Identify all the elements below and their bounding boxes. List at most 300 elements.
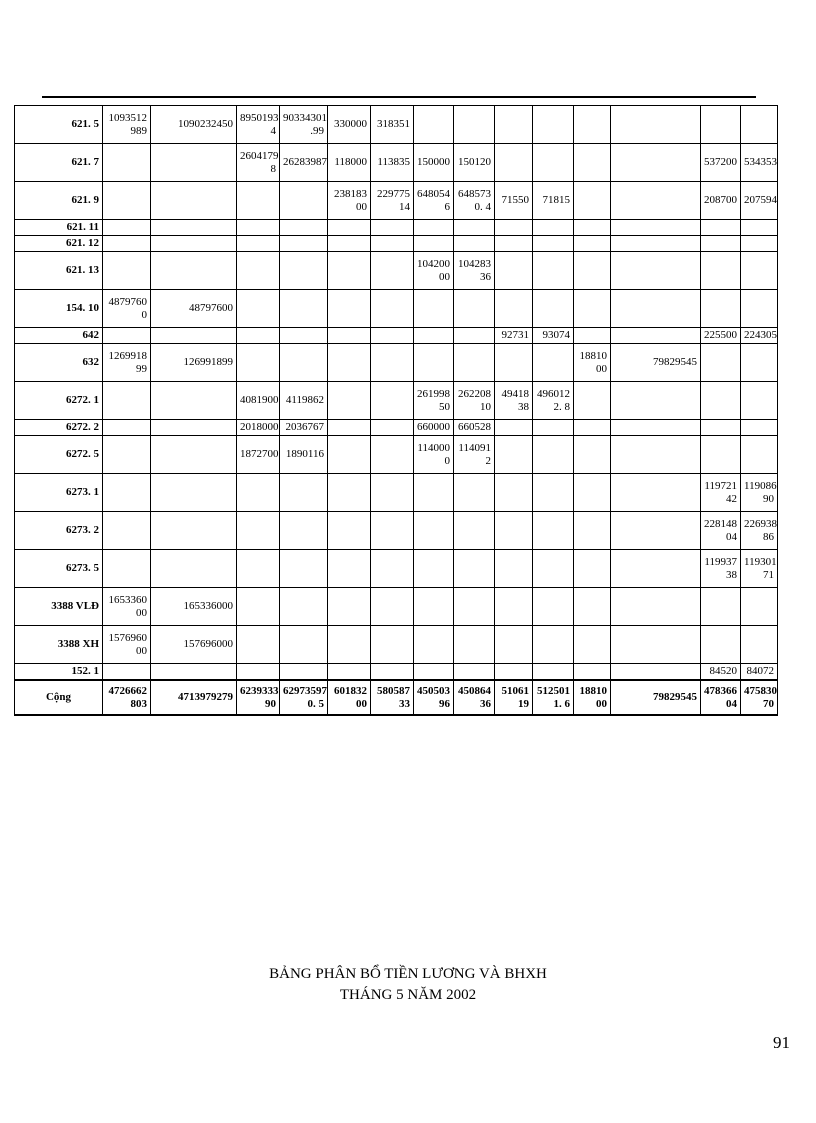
table-row bbox=[15, 420, 778, 436]
amount-cell bbox=[371, 436, 414, 474]
table-row bbox=[15, 144, 778, 182]
amount-cell bbox=[611, 436, 701, 474]
amount-cell bbox=[574, 182, 611, 220]
amount-cell bbox=[701, 420, 741, 436]
amount-cell bbox=[574, 436, 611, 474]
amount-cell bbox=[533, 550, 574, 588]
amount-cell bbox=[574, 474, 611, 512]
amount-cell bbox=[414, 626, 454, 664]
amount-cell bbox=[103, 420, 151, 436]
amount-cell bbox=[701, 626, 741, 664]
amount-cell: 225500 bbox=[701, 328, 741, 344]
amount-cell bbox=[151, 436, 237, 474]
amount-cell bbox=[611, 626, 701, 664]
amount-cell bbox=[371, 626, 414, 664]
amount-cell bbox=[454, 344, 495, 382]
amount-cell bbox=[371, 252, 414, 290]
amount-cell bbox=[280, 512, 328, 550]
table-row bbox=[15, 182, 778, 220]
amount-cell: 157696000 bbox=[151, 626, 237, 664]
amount-cell bbox=[611, 144, 701, 182]
amount-cell bbox=[574, 588, 611, 626]
amount-cell bbox=[103, 664, 151, 681]
amount-cell bbox=[328, 328, 371, 344]
amount-cell bbox=[280, 220, 328, 236]
amount-cell: 601832 00 bbox=[328, 680, 371, 715]
table-row bbox=[15, 328, 778, 344]
amount-cell bbox=[495, 512, 533, 550]
amount-cell bbox=[151, 512, 237, 550]
amount-cell: 1872700 bbox=[237, 436, 280, 474]
table-row bbox=[15, 588, 778, 626]
amount-cell: 318351 bbox=[371, 106, 414, 144]
table-row bbox=[15, 626, 778, 664]
amount-cell bbox=[454, 236, 495, 252]
amount-cell bbox=[328, 290, 371, 328]
amount-cell bbox=[151, 664, 237, 681]
amount-cell bbox=[574, 420, 611, 436]
amount-cell: 51061 19 bbox=[495, 680, 533, 715]
amount-cell bbox=[701, 252, 741, 290]
amount-cell bbox=[495, 220, 533, 236]
amount-cell bbox=[611, 512, 701, 550]
amount-cell bbox=[611, 290, 701, 328]
amount-cell: 104283 36 bbox=[454, 252, 495, 290]
amount-cell: 1890116 bbox=[280, 436, 328, 474]
amount-cell: 261998 50 bbox=[414, 382, 454, 420]
amount-cell bbox=[495, 626, 533, 664]
amount-cell bbox=[495, 474, 533, 512]
amount-cell bbox=[741, 344, 778, 382]
amount-cell bbox=[611, 328, 701, 344]
amount-cell bbox=[701, 290, 741, 328]
amount-cell: 165336000 bbox=[151, 588, 237, 626]
amount-cell bbox=[103, 382, 151, 420]
amount-cell bbox=[328, 664, 371, 681]
amount-cell bbox=[574, 550, 611, 588]
amount-cell bbox=[371, 236, 414, 252]
amount-cell bbox=[151, 252, 237, 290]
table-row bbox=[15, 382, 778, 420]
account-code-cell: 6272. 2 bbox=[15, 420, 103, 436]
account-code-cell: 632 bbox=[15, 344, 103, 382]
title-line-2: THÁNG 5 NĂM 2002 bbox=[339, 987, 477, 1003]
account-code-cell: 6272. 1 bbox=[15, 382, 103, 420]
table-body bbox=[15, 106, 778, 716]
amount-cell bbox=[574, 290, 611, 328]
title-line-1: BẢNG PHÂN BỔ TIỀN LƯƠNG VÀ BHXH bbox=[269, 966, 547, 982]
amount-cell bbox=[533, 344, 574, 382]
amount-cell bbox=[151, 236, 237, 252]
amount-cell bbox=[741, 420, 778, 436]
table-row bbox=[15, 220, 778, 236]
amount-cell bbox=[611, 382, 701, 420]
amount-cell bbox=[574, 664, 611, 681]
table-row bbox=[15, 550, 778, 588]
amount-cell bbox=[328, 382, 371, 420]
amount-cell bbox=[237, 512, 280, 550]
account-code-cell: 6273. 2 bbox=[15, 512, 103, 550]
amount-cell bbox=[151, 420, 237, 436]
amount-cell bbox=[574, 626, 611, 664]
amount-cell bbox=[495, 144, 533, 182]
amount-cell bbox=[280, 236, 328, 252]
amount-cell: 71550 bbox=[495, 182, 533, 220]
account-code-cell: 621. 9 bbox=[15, 182, 103, 220]
amount-cell bbox=[151, 382, 237, 420]
amount-cell bbox=[454, 106, 495, 144]
account-code-cell: 6273. 1 bbox=[15, 474, 103, 512]
amount-cell: 660000 bbox=[414, 420, 454, 436]
amount-cell bbox=[701, 220, 741, 236]
amount-cell: 450864 36 bbox=[454, 680, 495, 715]
amount-cell bbox=[414, 220, 454, 236]
amount-cell bbox=[454, 290, 495, 328]
table-row bbox=[15, 664, 778, 681]
amount-cell bbox=[454, 626, 495, 664]
amount-cell bbox=[495, 588, 533, 626]
amount-cell: 1093512 989 bbox=[103, 106, 151, 144]
amount-cell bbox=[328, 626, 371, 664]
amount-cell bbox=[151, 144, 237, 182]
amount-cell bbox=[533, 588, 574, 626]
amount-cell: 238183 00 bbox=[328, 182, 371, 220]
amount-cell bbox=[533, 512, 574, 550]
amount-cell bbox=[371, 588, 414, 626]
amount-cell bbox=[237, 474, 280, 512]
amount-cell bbox=[328, 588, 371, 626]
amount-cell: 119721 42 bbox=[701, 474, 741, 512]
amount-cell bbox=[280, 344, 328, 382]
amount-cell: 114091 2 bbox=[454, 436, 495, 474]
amount-cell bbox=[414, 664, 454, 681]
amount-cell: 207594 bbox=[741, 182, 778, 220]
account-code-cell: 6272. 5 bbox=[15, 436, 103, 474]
amount-cell bbox=[414, 474, 454, 512]
amount-cell bbox=[611, 420, 701, 436]
account-code-cell: 6273. 5 bbox=[15, 550, 103, 588]
table-row bbox=[15, 436, 778, 474]
table-row bbox=[15, 474, 778, 512]
amount-cell bbox=[495, 550, 533, 588]
amount-cell: 6239333 90 bbox=[237, 680, 280, 715]
amount-cell bbox=[574, 382, 611, 420]
amount-cell bbox=[151, 328, 237, 344]
amount-cell bbox=[280, 550, 328, 588]
amount-cell: 4119862 bbox=[280, 382, 328, 420]
amount-cell: 104200 00 bbox=[414, 252, 454, 290]
amount-cell bbox=[237, 550, 280, 588]
amount-cell: 18810 00 bbox=[574, 680, 611, 715]
amount-cell bbox=[574, 106, 611, 144]
amount-cell bbox=[280, 252, 328, 290]
document-title bbox=[0, 964, 816, 1006]
amount-cell bbox=[371, 664, 414, 681]
amount-cell bbox=[701, 436, 741, 474]
amount-cell: 118000 bbox=[328, 144, 371, 182]
table-row bbox=[15, 290, 778, 328]
amount-cell bbox=[741, 220, 778, 236]
amount-cell bbox=[454, 664, 495, 681]
amount-cell bbox=[371, 220, 414, 236]
amount-cell: 1090232450 bbox=[151, 106, 237, 144]
amount-cell: 228148 04 bbox=[701, 512, 741, 550]
account-code-cell: 3388 XH bbox=[15, 626, 103, 664]
amount-cell bbox=[611, 106, 701, 144]
amount-cell: 1269918 99 bbox=[103, 344, 151, 382]
table-row bbox=[15, 236, 778, 252]
amount-cell bbox=[741, 588, 778, 626]
amount-cell bbox=[611, 588, 701, 626]
amount-cell bbox=[151, 550, 237, 588]
amount-cell: 1653360 00 bbox=[103, 588, 151, 626]
header-rule bbox=[42, 96, 756, 98]
amount-cell bbox=[103, 550, 151, 588]
amount-cell bbox=[414, 550, 454, 588]
amount-cell: 150000 bbox=[414, 144, 454, 182]
table-row bbox=[15, 252, 778, 290]
table-row bbox=[15, 106, 778, 144]
amount-cell bbox=[280, 474, 328, 512]
amount-cell bbox=[533, 420, 574, 436]
amount-cell: 4713979279 bbox=[151, 680, 237, 715]
amount-cell bbox=[280, 328, 328, 344]
amount-cell bbox=[533, 474, 574, 512]
amount-cell bbox=[103, 474, 151, 512]
amount-cell bbox=[741, 436, 778, 474]
amount-cell bbox=[611, 252, 701, 290]
amount-cell bbox=[741, 106, 778, 144]
amount-cell: 8950193 4 bbox=[237, 106, 280, 144]
amount-cell bbox=[611, 236, 701, 252]
amount-cell: 4726662 803 bbox=[103, 680, 151, 715]
amount-cell bbox=[454, 550, 495, 588]
amount-cell bbox=[611, 220, 701, 236]
amount-cell bbox=[237, 220, 280, 236]
amount-cell: 79829545 bbox=[611, 344, 701, 382]
amount-cell: 660528 bbox=[454, 420, 495, 436]
amount-cell bbox=[237, 626, 280, 664]
amount-cell bbox=[280, 626, 328, 664]
amount-cell bbox=[574, 252, 611, 290]
amount-cell bbox=[371, 512, 414, 550]
account-code-cell: 621. 5 bbox=[15, 106, 103, 144]
amount-cell: 90334301 .99 bbox=[280, 106, 328, 144]
amount-cell: 119086 90 bbox=[741, 474, 778, 512]
table-row bbox=[15, 512, 778, 550]
amount-cell: 113835 bbox=[371, 144, 414, 182]
amount-cell bbox=[701, 344, 741, 382]
amount-cell bbox=[371, 550, 414, 588]
amount-cell bbox=[495, 106, 533, 144]
amount-cell: 475830 70 bbox=[741, 680, 778, 715]
amount-cell bbox=[454, 588, 495, 626]
amount-cell bbox=[103, 220, 151, 236]
amount-cell bbox=[151, 220, 237, 236]
amount-cell: 62973597 0. 5 bbox=[280, 680, 328, 715]
amount-cell: 84072 bbox=[741, 664, 778, 681]
amount-cell bbox=[701, 382, 741, 420]
amount-cell bbox=[237, 236, 280, 252]
amount-cell bbox=[533, 290, 574, 328]
amount-cell: 92731 bbox=[495, 328, 533, 344]
amount-cell bbox=[741, 290, 778, 328]
amount-cell bbox=[151, 182, 237, 220]
amount-cell: 4879760 0 bbox=[103, 290, 151, 328]
amount-cell: 648573 0. 4 bbox=[454, 182, 495, 220]
amount-cell bbox=[328, 344, 371, 382]
amount-cell: 537200 bbox=[701, 144, 741, 182]
amount-cell bbox=[280, 588, 328, 626]
amount-cell bbox=[328, 512, 371, 550]
amount-cell: 4081900 bbox=[237, 382, 280, 420]
amount-cell bbox=[151, 474, 237, 512]
amount-cell: 114000 0 bbox=[414, 436, 454, 474]
amount-cell: 71815 bbox=[533, 182, 574, 220]
amount-cell bbox=[280, 664, 328, 681]
amount-cell bbox=[533, 236, 574, 252]
amount-cell bbox=[103, 144, 151, 182]
amount-cell bbox=[103, 236, 151, 252]
account-code-cell: 154. 10 bbox=[15, 290, 103, 328]
account-code-cell: 621. 12 bbox=[15, 236, 103, 252]
amount-cell: 330000 bbox=[328, 106, 371, 144]
amount-cell: 150120 bbox=[454, 144, 495, 182]
amount-cell: 224305 bbox=[741, 328, 778, 344]
amount-cell: 79829545 bbox=[611, 680, 701, 715]
account-code-cell: 621. 13 bbox=[15, 252, 103, 290]
amount-cell: 119301 71 bbox=[741, 550, 778, 588]
amount-cell bbox=[611, 550, 701, 588]
amount-cell: 534353 bbox=[741, 144, 778, 182]
amount-cell bbox=[414, 328, 454, 344]
amount-cell: 262208 10 bbox=[454, 382, 495, 420]
amount-cell bbox=[328, 252, 371, 290]
amount-cell bbox=[533, 252, 574, 290]
amount-cell bbox=[574, 220, 611, 236]
amount-cell bbox=[611, 474, 701, 512]
page-number: 91 bbox=[773, 1033, 790, 1052]
amount-cell bbox=[533, 664, 574, 681]
amount-cell bbox=[495, 290, 533, 328]
amount-cell bbox=[328, 436, 371, 474]
amount-cell bbox=[237, 182, 280, 220]
amount-cell bbox=[611, 664, 701, 681]
amount-cell bbox=[103, 328, 151, 344]
account-code-cell: 3388 VLĐ bbox=[15, 588, 103, 626]
amount-cell bbox=[280, 182, 328, 220]
amount-cell bbox=[701, 236, 741, 252]
amount-cell bbox=[741, 236, 778, 252]
amount-cell bbox=[533, 220, 574, 236]
amount-cell bbox=[414, 512, 454, 550]
amount-cell: 2018000 bbox=[237, 420, 280, 436]
amount-cell: 512501 1. 6 bbox=[533, 680, 574, 715]
amount-cell: 49418 38 bbox=[495, 382, 533, 420]
total-row bbox=[15, 680, 778, 715]
table-row bbox=[15, 344, 778, 382]
amount-cell bbox=[495, 664, 533, 681]
amount-cell bbox=[237, 588, 280, 626]
amount-cell bbox=[280, 290, 328, 328]
account-code-cell: 152. 1 bbox=[15, 664, 103, 681]
amount-cell: 229775 14 bbox=[371, 182, 414, 220]
amount-cell: 2604179 8 bbox=[237, 144, 280, 182]
amount-cell bbox=[611, 182, 701, 220]
amount-cell bbox=[237, 344, 280, 382]
amount-cell: 2036767 bbox=[280, 420, 328, 436]
amount-cell: 119937 38 bbox=[701, 550, 741, 588]
amount-cell bbox=[574, 236, 611, 252]
amount-cell bbox=[371, 290, 414, 328]
amount-cell bbox=[371, 382, 414, 420]
amount-cell bbox=[414, 236, 454, 252]
amount-cell bbox=[103, 182, 151, 220]
amount-cell bbox=[495, 420, 533, 436]
amount-cell bbox=[371, 420, 414, 436]
amount-cell: 580587 33 bbox=[371, 680, 414, 715]
amount-cell bbox=[414, 106, 454, 144]
amount-cell: 126991899 bbox=[151, 344, 237, 382]
amount-cell bbox=[533, 144, 574, 182]
amount-cell bbox=[237, 664, 280, 681]
amount-cell bbox=[237, 328, 280, 344]
amount-cell bbox=[495, 436, 533, 474]
amount-cell bbox=[103, 436, 151, 474]
account-code-cell: 642 bbox=[15, 328, 103, 344]
amount-cell bbox=[103, 512, 151, 550]
allocation-table bbox=[14, 105, 778, 716]
amount-cell: 496012 2. 8 bbox=[533, 382, 574, 420]
amount-cell bbox=[103, 252, 151, 290]
amount-cell bbox=[533, 436, 574, 474]
amount-cell bbox=[533, 106, 574, 144]
amount-cell: 48797600 bbox=[151, 290, 237, 328]
amount-cell: 84520 bbox=[701, 664, 741, 681]
amount-cell bbox=[454, 512, 495, 550]
amount-cell bbox=[701, 588, 741, 626]
amount-cell bbox=[414, 290, 454, 328]
amount-cell bbox=[371, 328, 414, 344]
amount-cell bbox=[328, 420, 371, 436]
account-code-cell: 621. 11 bbox=[15, 220, 103, 236]
amount-cell: 1576960 00 bbox=[103, 626, 151, 664]
amount-cell: 450503 96 bbox=[414, 680, 454, 715]
amount-cell bbox=[371, 474, 414, 512]
amount-cell: 208700 bbox=[701, 182, 741, 220]
amount-cell: 478366 04 bbox=[701, 680, 741, 715]
amount-cell bbox=[328, 220, 371, 236]
amount-cell bbox=[454, 220, 495, 236]
amount-cell bbox=[495, 252, 533, 290]
amount-cell bbox=[495, 236, 533, 252]
amount-cell bbox=[574, 328, 611, 344]
amount-cell: 93074 bbox=[533, 328, 574, 344]
amount-cell bbox=[454, 474, 495, 512]
amount-cell bbox=[741, 252, 778, 290]
amount-cell: 26283987 bbox=[280, 144, 328, 182]
amount-cell bbox=[454, 328, 495, 344]
amount-cell bbox=[495, 344, 533, 382]
amount-cell bbox=[414, 588, 454, 626]
amount-cell bbox=[574, 144, 611, 182]
amount-cell bbox=[328, 236, 371, 252]
amount-cell bbox=[741, 626, 778, 664]
amount-cell bbox=[741, 382, 778, 420]
amount-cell bbox=[533, 626, 574, 664]
account-code-cell: 621. 7 bbox=[15, 144, 103, 182]
amount-cell bbox=[328, 474, 371, 512]
